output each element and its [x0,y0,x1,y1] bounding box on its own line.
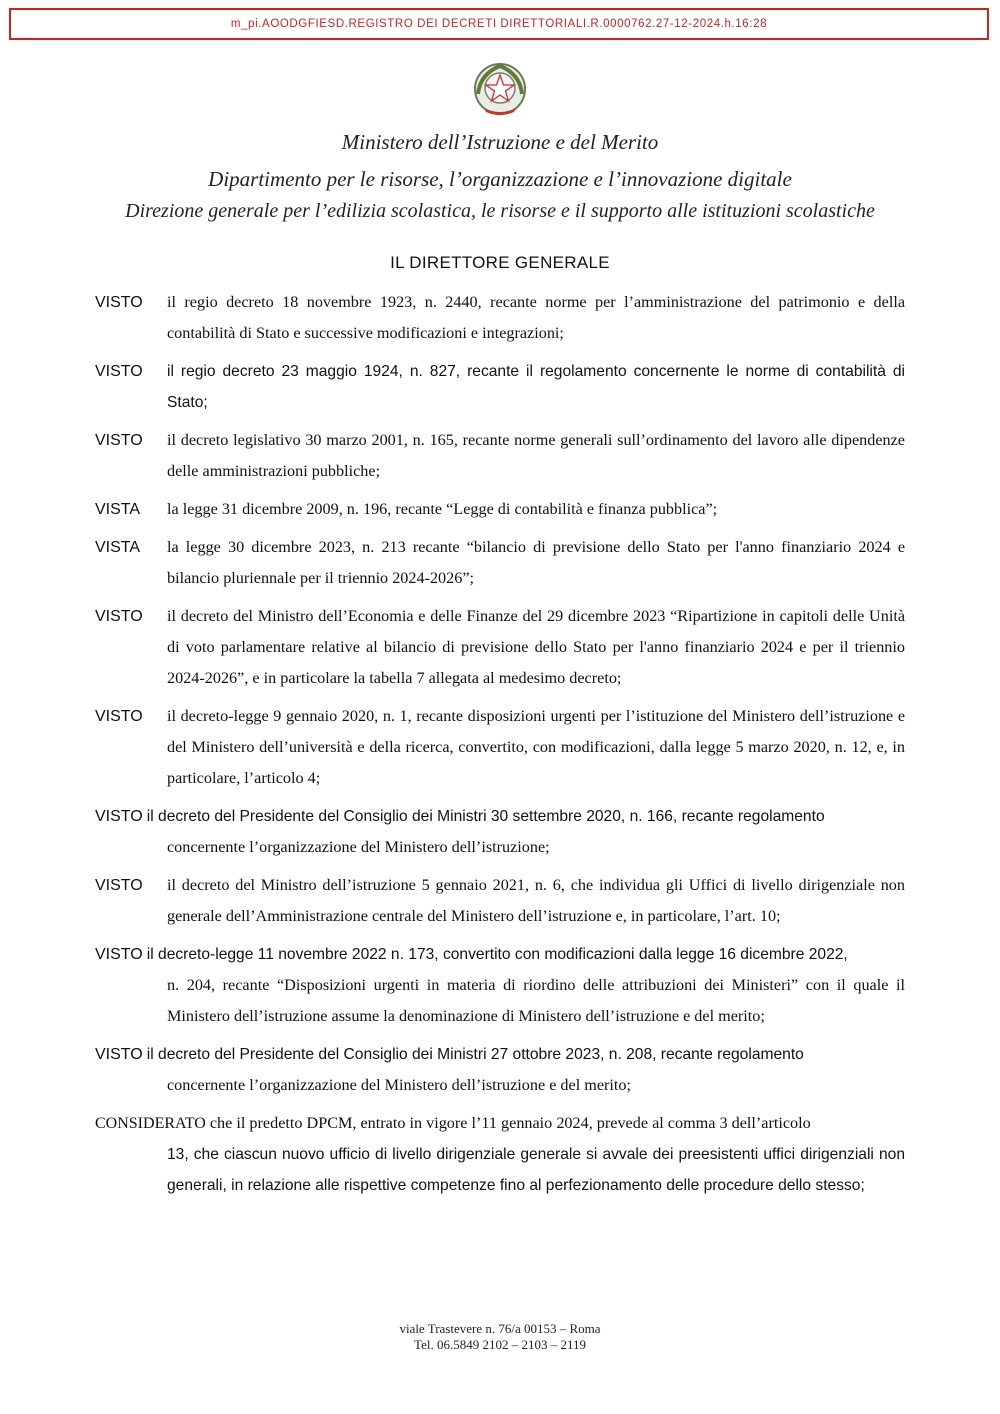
clause-text: il decreto-legge 9 gennaio 2020, n. 1, recante disposizioni urgenti per l’istituzione del Ministero dell’istruzione e del Ministero dell’università e della ricerca, convertito, con modificazioni, dalla legge 5 marzo 2020, n. 12, e, in particolare, l’articolo 4; [167,707,905,787]
clause-keyword: VISTO [95,363,143,380]
clause-text: il decreto del Ministro dell’Economia e delle Finanze del 29 dicembre 2023 “Ripartizione in capitoli delle Unità di voto parlamentare relative al bilancio di previsione dello Stato per l'anno finanziario 2024 e per il triennio 2024-2026”, e in particolare la tabella 7 allegata al medesimo decreto; [167,607,905,687]
clause-3 [95,425,905,487]
clause-keyword: VISTO [95,808,143,825]
decree-body [95,287,905,1208]
clause-keyword: VISTO [95,294,143,311]
department-name: Dipartimento per le risorse, l’organizzazione e l’innovazione digitale [208,167,792,191]
clause-text: il regio decreto 18 novembre 1923, n. 2440, recante norme per l’amministrazione del patrimonio e della contabilità di Stato e successive modificazioni e integrazioni; [167,293,905,342]
italian-republic-emblem-icon [470,60,530,120]
clause-text-continuation: concernente l’organizzazione del Ministero dell’istruzione; [167,838,550,856]
clause-11 [95,1039,905,1101]
clause-keyword: VISTA [95,501,141,518]
clause-text: il regio decreto 23 maggio 1924, n. 827, recante il regolamento concernente le norme di contabilità di Stato; [167,363,905,411]
clause-text-continuation: concernente l’organizzazione del Ministero dell’istruzione e del merito; [167,1076,632,1094]
clause-keyword: VISTO [95,946,143,963]
clause-9 [95,870,905,932]
clause-6 [95,601,905,694]
clause-keyword: VISTO [95,877,143,894]
clause-keyword: VISTO [95,1046,143,1063]
clause-7 [95,701,905,794]
clause-text-first-line: il decreto del Presidente del Consiglio dei Ministri 27 ottobre 2023, n. 208, recante regolamento [146,1046,804,1063]
clause-4 [95,494,905,525]
clause-keyword: VISTA [95,539,141,556]
clause-text-continuation: 13, che ciascun nuovo ufficio di livello dirigenziale generale si avvale dei preesistenti uffici dirigenziali non generali, in relazione alle rispettive competenze fino al perfezionamento delle procedure dello stesso; [167,1146,905,1194]
clause-text-first-line: che il predetto DPCM, entrato in vigore l’11 gennaio 2024, prevede al comma 3 dell’articolo [209,1114,811,1132]
clause-5 [95,532,905,594]
clause-1 [95,287,905,349]
clause-keyword: VISTO [95,708,143,725]
footer-phone: Tel. 06.5849 2102 – 2103 – 2119 [414,1337,586,1352]
clause-2 [95,356,905,418]
clause-text: la legge 30 dicembre 2023, n. 213 recante “bilancio di previsione dello Stato per l'anno finanziario 2024 e bilancio pluriennale per il triennio 2024-2026”; [167,538,905,587]
directorate-name: Direzione generale per l’edilizia scolastica, le risorse e il supporto alle istituzioni scolastiche [125,200,875,222]
clause-12 [95,1108,905,1201]
clause-text-first-line: il decreto del Presidente del Consiglio dei Ministri 30 settembre 2020, n. 166, recante regolamento [146,808,825,825]
footer [0,1321,1000,1353]
clause-keyword: VISTO [95,608,143,625]
clause-keyword: CONSIDERATO [95,1115,206,1132]
protocol-stamp: m_pi.AOODGFIESD.REGISTRO DEI DECRETI DIRETTORIALI.R.0000762.27-12-2024.h.16:28 [9,8,989,40]
clause-keyword: VISTO [95,432,143,449]
clause-10 [95,939,905,1032]
clause-8 [95,801,905,863]
clause-text: il decreto legislativo 30 marzo 2001, n. 165, recante norme generali sull’ordinamento del lavoro alle dipendenze delle amministrazioni pubbliche; [167,431,905,480]
clause-text: la legge 31 dicembre 2009, n. 196, recante “Legge di contabilità e finanza pubblica”; [167,500,718,518]
clause-text-first-line: il decreto-legge 11 novembre 2022 n. 173, convertito con modificazioni dalla legge 16 dicembre 2022, [146,946,848,963]
clause-text: il decreto del Ministro dell’istruzione 5 gennaio 2021, n. 6, che individua gli Uffici di livello dirigenziale non generale dell’Amministrazione centrale del Ministero dell’istruzione e, in particolare, l’art. 10; [167,876,905,925]
document-title: IL DIRETTORE GENERALE [390,253,610,272]
clause-text-continuation: n. 204, recante “Disposizioni urgenti in materia di riordino delle attribuzioni dei Ministeri” con il quale il Ministero dell’istruzione assume la denominazione di Ministero dell’istruzione e del merito; [167,976,905,1025]
ministry-name: Ministero dell’Istruzione e del Merito [341,130,659,154]
footer-address: viale Trastevere n. 76/a 00153 – Roma [399,1321,601,1336]
